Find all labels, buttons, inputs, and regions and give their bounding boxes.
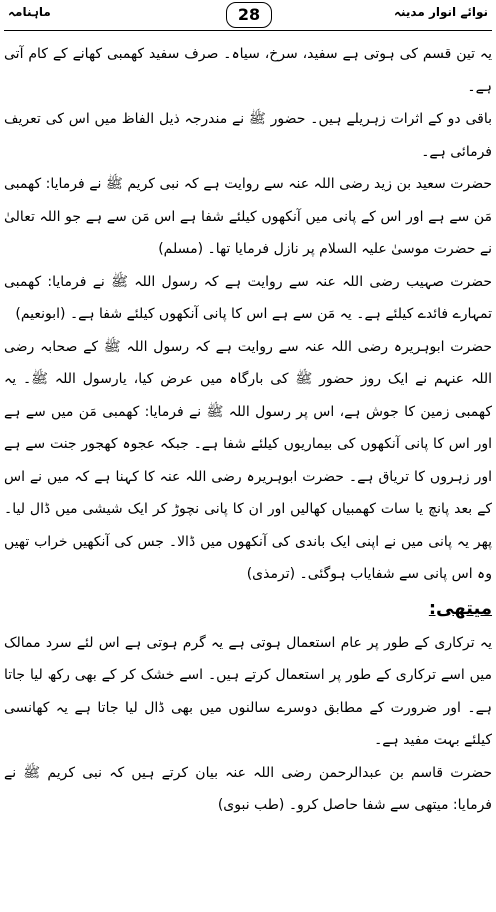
header-divider [4,30,492,31]
page-number: 28 [226,2,272,28]
magazine-label: ماہنامہ [8,5,51,19]
paragraph-fenugreek-use: یہ ترکاری کے طور پر عام استعمال ہوتی ہے یہ گرم ہوتی ہے اس لئے سرد ممالک میں اسے ترکاری کے طور پر استعمال کرتے ہیں۔ اسے خشک کر کے بھی رکھ لیا جاتا ہے۔ اور ضرورت کے مطابق دوسرے سالنوں میں بھی ڈال لیا جاتا ہے یہ کھانسی کیلئے بہت مفید ہے۔ [4,634,492,748]
page-header [0,0,496,32]
paragraph-hadith-abu-hurairah: حضرت ابوہریرہ رضی اللہ عنہ سے روایت ہے کہ رسول اللہ ﷺ کے صحابہ رضی اللہ عنہم نے ایک روز حضور ﷺ کی بارگاہ میں عرض کیا، یارسول اللہ ﷺ۔ یہ کھمبی زمین کا جوش ہے، اس پر رسول اللہ ﷺ نے فرمایا: کھمبی مَن میں سے ہے اور اس کا پانی آنکھوں کی بیماریوں کیلئے شفا ہے۔ جبکہ عجوہ کھجور جنت سے ہے اور زہروں کا تریاق ہے۔ حضرت ابوہریرہ رضی اللہ عنہ کا کہنا ہے کہ میں نے اس کے بعد پانچ یا سات کھمبیاں کھالیں اور ان کا پانی نچوڑ کر ایک شیشی میں ڈال لیا۔ پھر یہ پانی میں نے اپنی ایک باندی کی آنکھوں میں ڈالا۔ جس کی آنکھیں خراب تھیں وہ اس پانی سے شفایاب ہوگئی۔ (ترمذی) [4,338,492,582]
paragraph-fungus-types: یہ تین قسم کی ہوتی ہے سفید، سرخ، سیاہ۔ صرف سفید کھمبی کھانے کے کام آتی ہے۔ [4,46,492,95]
paragraph-hadith-saeed: حضرت سعید بن زید رضی اللہ عنہ سے روایت ہے کہ نبی کریم ﷺ نے فرمایا: کھمبی مَن سے ہے اور اس کے پانی میں آنکھوں کیلئے شفا ہے اس مَن سے ہے جو اللہ تعالیٰ نے حضرت موسیٰ علیہ السلام پر نازل فرمایا تھا۔ (مسلم) [4,176,492,257]
paragraph-hadith-qasim: حضرت قاسم بن عبدالرحمن رضی اللہ عنہ بیان کرتے ہیں کہ نبی کریم ﷺ نے فرمایا: میتھی سے شفا حاصل کرو۔ (طب نبوی) [4,764,492,813]
paragraph-hadith-suhaib: حضرت صہیب رضی اللہ عنہ سے روایت ہے کہ رسول اللہ ﷺ نے فرمایا: کھمبی تمہارے فائدے کیلئے ہے۔ یہ مَن سے ہے اس کا پانی آنکھوں کیلئے شفا ہے۔ (ابونعیم) [4,273,492,322]
article-body [4,38,492,908]
paragraph-poisonous: باقی دو کے اثرات زہریلے ہیں۔ حضور ﷺ نے مندرجہ ذیل الفاظ میں اس کی تعریف فرمائی ہے۔ [4,111,492,160]
journal-title: نوائے انوار مدینہ [394,5,488,19]
section-heading-fenugreek: میتھی: [428,597,492,619]
